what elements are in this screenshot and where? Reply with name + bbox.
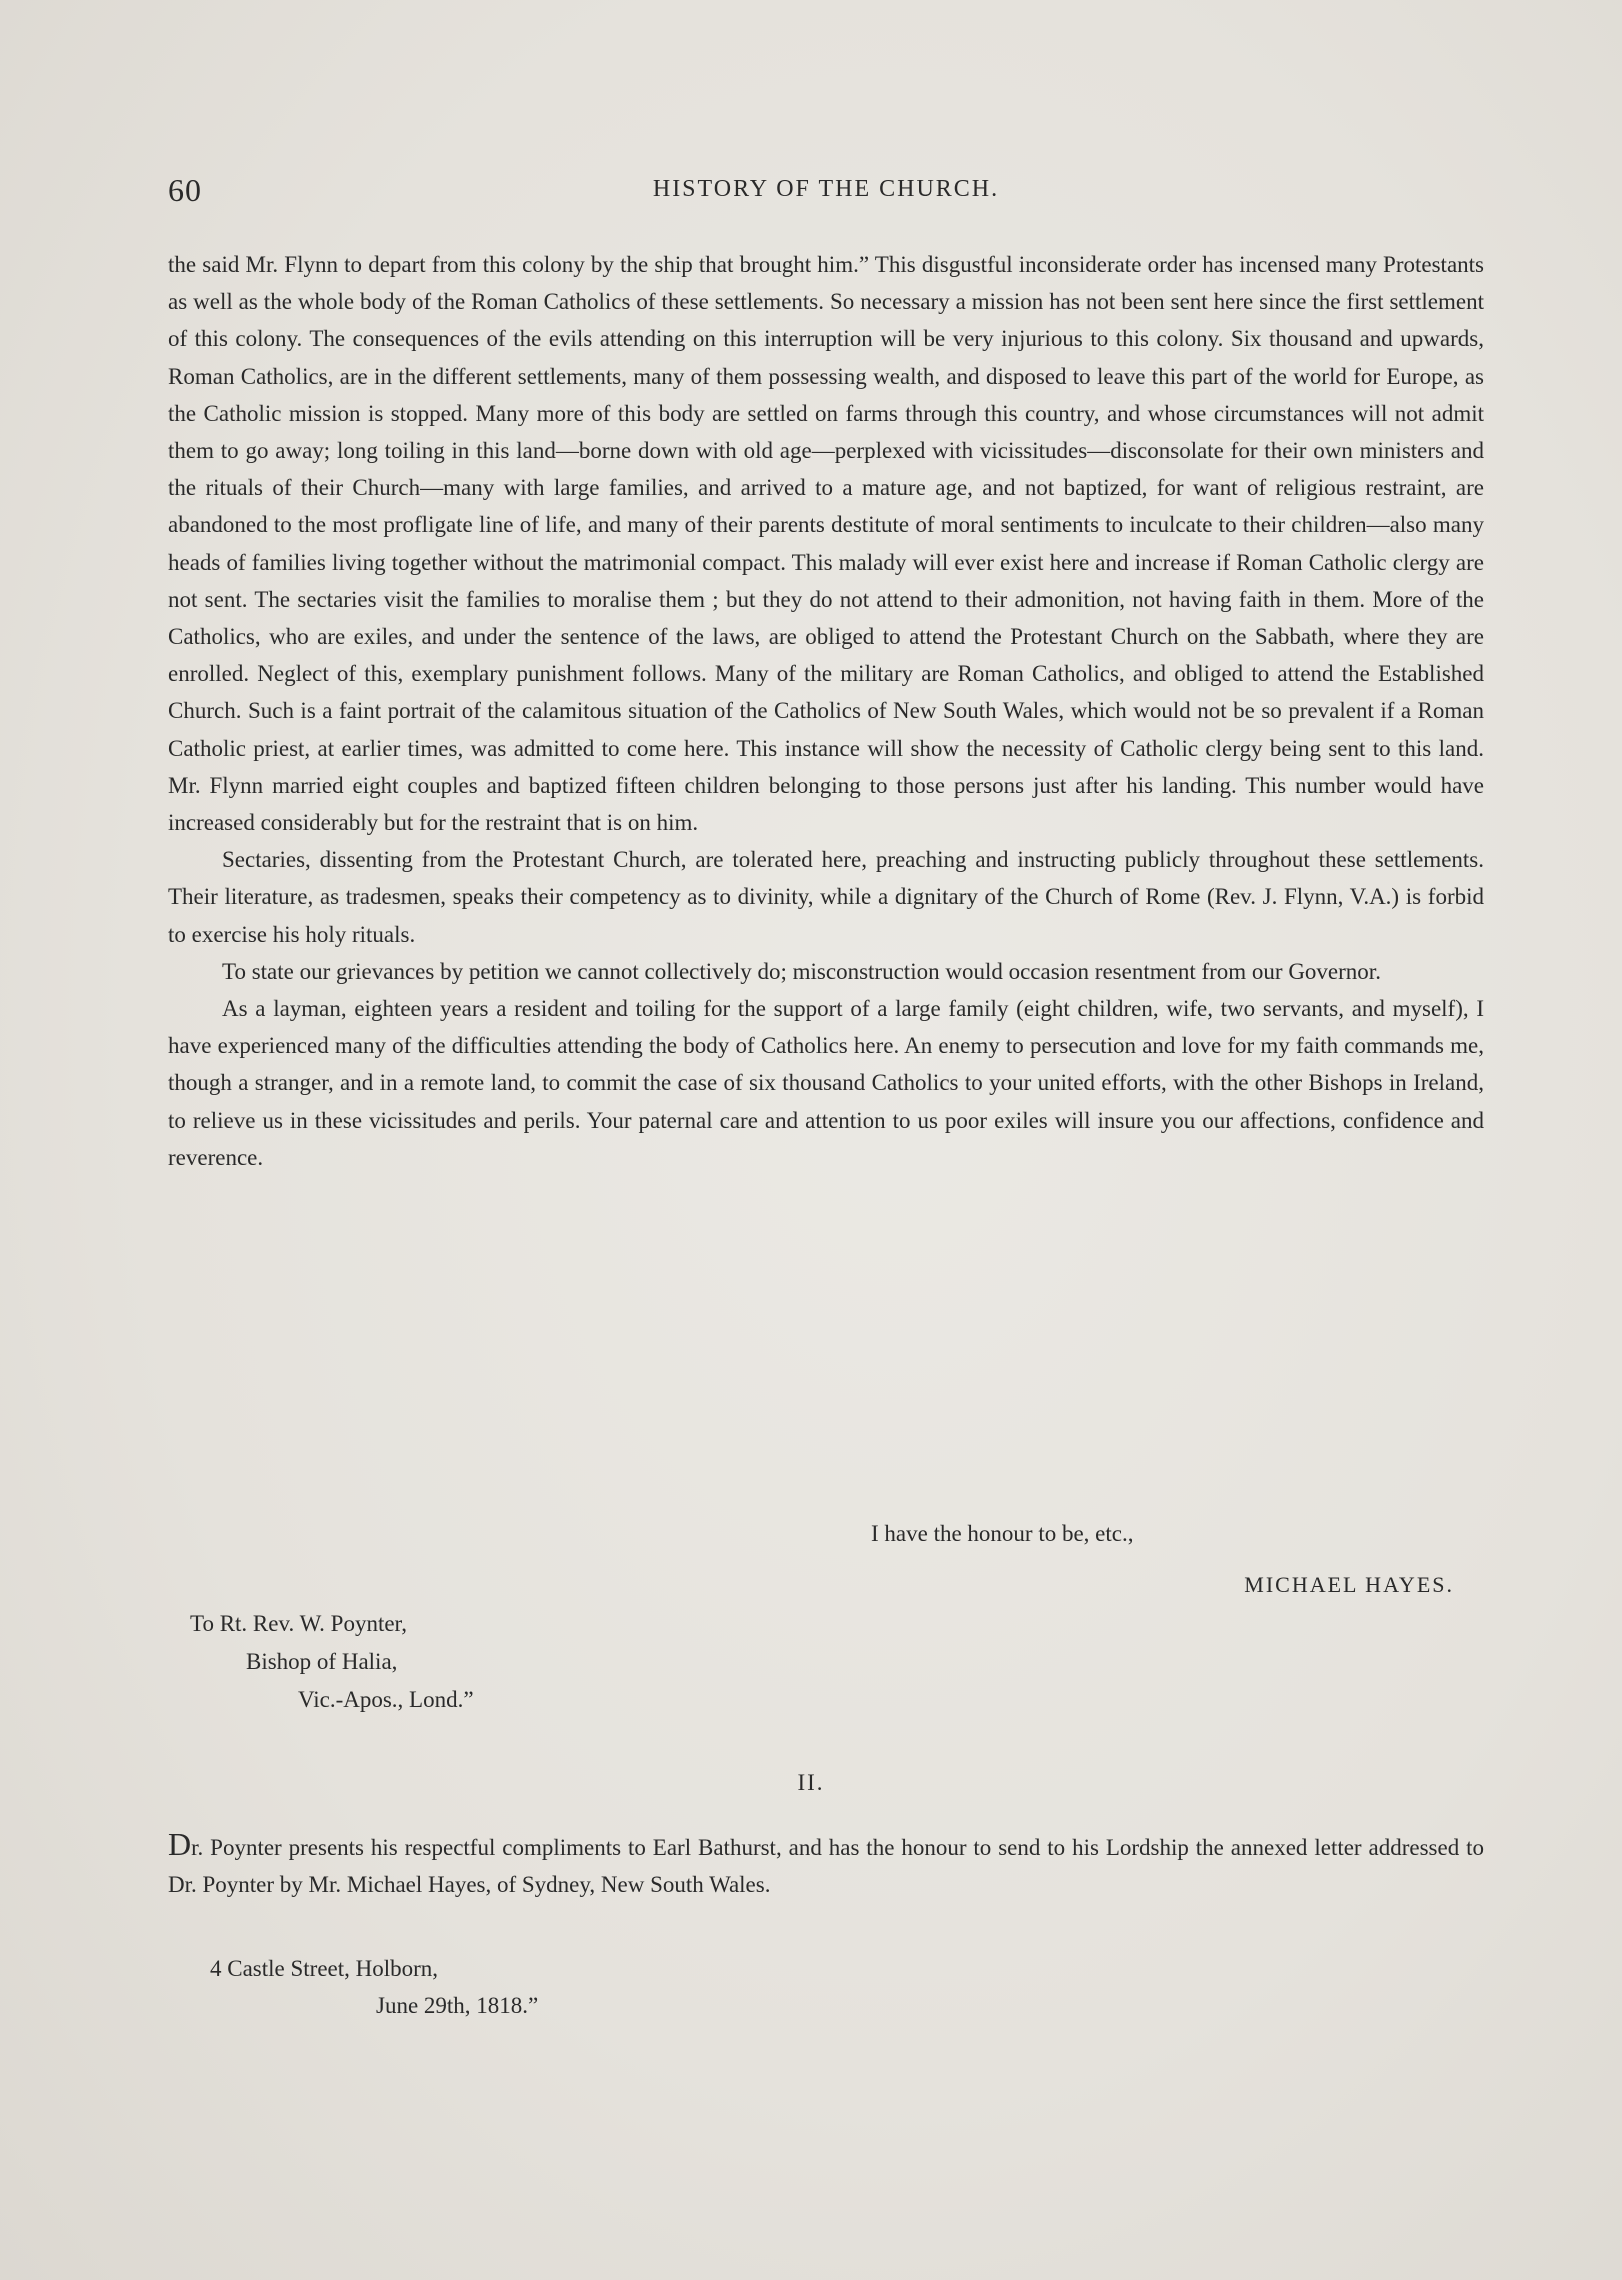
addressee-line-2: Bishop of Halia, bbox=[246, 1649, 398, 1674]
page-number: 60 bbox=[168, 172, 202, 208]
addressee-line-3: Vic.-Apos., Lond.” bbox=[298, 1687, 474, 1712]
paragraph-2: Sectaries, dissenting from the Protestant Church, are tolerated here, preaching and instructing publicly throughout these settlements. Their literature, as tradesmen, speaks their competency as to divinity, while a dignitary of the Church of Rome (Rev. J. Flynn, V.A.) is forbid to exercise his holy rituals. bbox=[168, 847, 1484, 947]
addressee-line-1: To Rt. Rev. W. Poynter, bbox=[190, 1611, 408, 1636]
covering-note-text: r. Poynter presents his respectful compliments to Earl Bathurst, and has the honour to send to his Lordship the annexed letter addressed to Dr. Poynter by Mr. Michael Hayes, of Sydney, New South Wales. bbox=[168, 1835, 1484, 1898]
letter-closing: I have the honour to be, etc., bbox=[871, 1521, 1134, 1546]
drop-cap: D bbox=[168, 1826, 192, 1862]
paragraph-4: As a layman, eighteen years a resident and toiling for the support of a large family (eight children, wife, two servants, and myself), I have experienced many of the difficulties attending the body of Catholics here. An enemy to persecution and love for my faith commands me, though a stranger, and in a remote land, to commit the case of six thousand Catholics to your united efforts, with the other Bishops in Ireland, to relieve us in these vicissitudes and perils. Your paternal care and attention to us poor exiles will insure you our affections, confidence and reverence. bbox=[168, 996, 1484, 1170]
section-number: II. bbox=[797, 1770, 825, 1795]
addressee-block bbox=[190, 1605, 474, 1719]
page-header bbox=[168, 172, 1484, 212]
letter-body bbox=[168, 246, 1484, 1176]
covering-note bbox=[168, 1828, 1484, 1903]
letter-signature: MICHAEL HAYES. bbox=[1244, 1572, 1454, 1597]
running-title: HISTORY OF THE CHURCH. bbox=[652, 176, 1000, 202]
address-line: 4 Castle Street, Holborn, bbox=[210, 1956, 439, 1981]
paragraph-1: the said Mr. Flynn to depart from this colony by the ship that brought him.” This disgustful inconsiderate order has incensed many Protestants as well as the whole body of the Roman Catholics of these settlements. So necessary a mission has not been sent here since the first settlement of this colony. The consequences of the evils attending on this interruption will be very injurious to this colony. Six thousand and upwards, Roman Catholics, are in the different settlements, many of them possessing wealth, and disposed to leave this part of the world for Europe, as the Catholic mission is stopped. Many more of this body are settled on farms through this country, and whose circumstances will not admit them to go away; long toiling in this land—borne down with old age—perplexed with vicissitudes—disconsolate for their own ministers and the rituals of their Church—many with large families, and arrived to a mature age, and not baptized, for want of religious restraint, are abandoned to the most profligate line of life, and many of their parents destitute of moral sentiments to inculcate to their children—also many heads of families living together without the matrimonial compact. This malady will ever exist here and increase if Roman Catholic clergy are not sent. The sectaries visit the families to moralise them ; but they do not attend to their admonition, not having faith in them. More of the Catholics, who are exiles, and under the sentence of the laws, are obliged to attend the Protestant Church on the Sabbath, where they are enrolled. Neglect of this, exemplary punishment follows. Many of the military are Roman Catholics, and obliged to attend the Established Church. Such is a faint portrait of the calamitous situation of the Catholics of New South Wales, which would not be so prevalent if a Roman Catholic priest, at earlier times, was admitted to come here. This instance will show the necessity of Catholic clergy being sent to this land. Mr. Flynn married eight couples and baptized fifteen children belonging to those persons just after his landing. This number would have increased considerably but for the restraint that is on him. bbox=[168, 252, 1484, 836]
date-block bbox=[210, 1950, 538, 2024]
paragraph-3: To state our grievances by petition we cannot collectively do; misconstruction would occasion resentment from our Governor. bbox=[222, 958, 1381, 984]
date-line: June 29th, 1818.” bbox=[376, 1993, 539, 2018]
